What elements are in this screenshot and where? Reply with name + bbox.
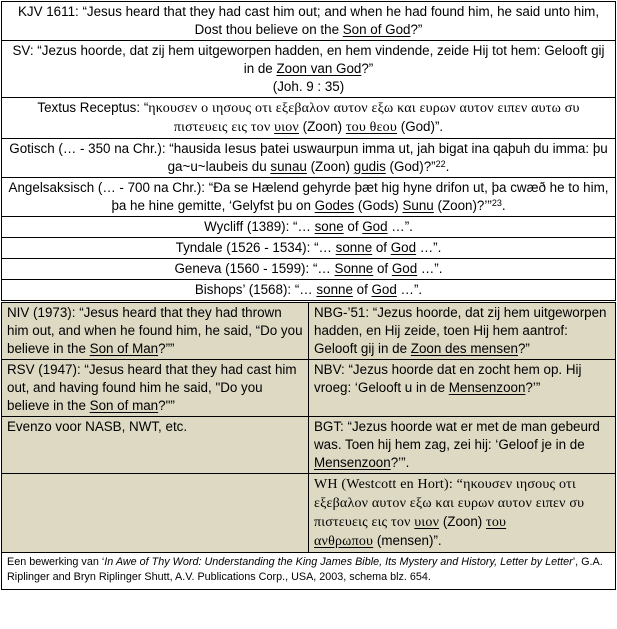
textus-receptus-row (2, 98, 616, 139)
angel-mid: (Gods) (354, 198, 403, 213)
tyndale-sonne: sonne (335, 240, 373, 255)
angel-sunu: Sunu (402, 198, 434, 213)
geneva-sonne: Sonne (334, 261, 374, 276)
rsv-son-of-man: Son of man (89, 398, 159, 413)
kjv-line1: KJV 1611: “Jesus heard that they had cast him out; and when he had found him, he said unto him, (17, 4, 600, 19)
source-cell (2, 553, 616, 590)
bgt-post: ?’”. (390, 455, 410, 470)
rsv-text: RSV (1947): “Jesus heard that they had cast him out, and having found him he said, "Do you believe in the (7, 362, 297, 413)
bgt-mensenzoon: Mensenzoon (314, 455, 391, 470)
gotisch-post: (God)?” (385, 159, 436, 174)
comparison-table-page (1, 1, 615, 590)
source-post: ’, G.A. Riplinger and Bryn Riplinger Shutt, A.V. Publications Corp., USA, 2003, schema blz. 654. (7, 556, 603, 583)
gotisch-line1: Gotisch (… - 350 na Chr.): “hausida Iesus þatei uswaurpun imma ut, jah bigat ina qaþuh du imma: þu (9, 141, 608, 156)
tyndale-row (2, 238, 616, 259)
angel-godes: Godes (314, 198, 355, 213)
gotisch-sunau: sunau (270, 159, 307, 174)
wh-greek: ηκουσεν ιησους οτι εξεβαλον αυτον εξω και ευρων αυτον ειπεν συ πιστευεις εις τον (314, 477, 585, 530)
evenzo-bgt-row (2, 417, 616, 474)
bishops-cell (2, 280, 616, 302)
angelsaksisch-cell (2, 178, 616, 217)
gotisch-gudis: gudis (353, 159, 386, 174)
translation-comparison-table (1, 1, 616, 590)
gotisch-row (2, 139, 616, 178)
geneva-post: …”. (417, 261, 443, 276)
sv-row (2, 41, 616, 98)
nbv-cell (309, 360, 616, 417)
textus-receptus-cell (2, 98, 616, 139)
angel-line1: Angelsaksisch (… - 700 na Chr.): “Ða se Hælend gehyrde þæt hig hyne drifon ut, þa cwæð he to him, (8, 180, 609, 195)
tr-greek-line2: πιστευεις εις τον (173, 120, 275, 135)
tyndale-mid: of (372, 240, 391, 255)
tr-god: (God)”. (397, 119, 444, 134)
empty-cell (2, 474, 309, 553)
sv-reference: (Joh. 9 : 35) (272, 79, 345, 94)
bishops-sonne: sonne (316, 282, 353, 297)
tr-huion: υιον (274, 120, 299, 135)
bgt-text: BGT: “Jezus hoorde wat er met de man gebeurd was. Toen hij hem zag, zei hij: ‘Geloof je in de (314, 419, 600, 452)
sv-line2-post: ?” (361, 61, 374, 76)
nbg-post: ?” (517, 341, 530, 356)
kjv-row (2, 2, 616, 41)
angel-line2-pre: þa he hine gemitte, ‘Gelyfst þu on (111, 198, 315, 213)
gotisch-mid: (Zoon) (306, 159, 354, 174)
niv-text: NIV (1973): “Jesus heard that they had thrown him out, and when he found him, he said, “Do you believe in the (7, 305, 303, 356)
tyndale-pre: Tyndale (1526 - 1534): “… (175, 240, 336, 255)
geneva-god: God (391, 261, 418, 276)
niv-son-of-man: Son of Man (89, 341, 159, 356)
wycliff-pre: Wycliff (1389): “… (204, 219, 315, 234)
wycliff-cell (2, 217, 616, 238)
niv-cell (2, 302, 309, 360)
angel-end: . (501, 198, 506, 213)
evenzo-text: Evenzo voor NASB, NWT, etc. (7, 419, 188, 434)
wycliff-row (2, 217, 616, 238)
gotisch-line2-pre: ga~u~laubeis du (167, 159, 271, 174)
rsv-nbv-row (2, 360, 616, 417)
niv-nbg-row (2, 302, 616, 360)
source-title: In Awe of Thy Word: Understanding the King James Bible, Its Mystery and History, Letter by Letter (104, 556, 573, 568)
rsv-post: ?"” (158, 398, 175, 413)
bishops-row (2, 280, 616, 302)
geneva-row (2, 259, 616, 280)
kjv-son-of-god: Son of God (342, 22, 411, 37)
wycliff-god: God (362, 219, 388, 234)
bgt-cell (309, 417, 616, 474)
angelsaksisch-row (2, 178, 616, 217)
bishops-mid: of (352, 282, 372, 297)
sv-line1: SV: “Jezus hoorde, dat zij hem uitgeworpen hadden, en hem vindende, zeide Hij tot hem: Gelooft gij (12, 43, 605, 58)
wh-tou: του (486, 515, 507, 530)
tr-tou-theou: του θεου (345, 120, 398, 135)
tyndale-post: …”. (416, 240, 442, 255)
footnote-22: 22 (435, 159, 446, 169)
tr-label: Textus Receptus: “ (37, 100, 149, 115)
evenzo-cell (2, 417, 309, 474)
gotisch-end: . (445, 159, 450, 174)
nbg-zoon-des-mensen: Zoon des mensen (410, 341, 518, 356)
rsv-cell (2, 360, 309, 417)
wh-huion: υιον (414, 515, 440, 530)
wh-zoon: (Zoon) (439, 514, 486, 529)
footnote-23: 23 (491, 198, 502, 208)
nbg-cell (309, 302, 616, 360)
sv-cell (2, 41, 616, 98)
bishops-pre: Bishops’ (1568): “… (194, 282, 317, 297)
wh-label: WH (Westcott en Hort): “ (314, 477, 464, 492)
wh-mensen: (mensen)”. (373, 533, 442, 548)
niv-post: ?”” (158, 341, 175, 356)
wycliff-post: …”. (387, 219, 413, 234)
wycliff-sone: sone (314, 219, 344, 234)
geneva-mid: of (373, 261, 392, 276)
kjv-line2-pre: Dost thou believe on the (194, 22, 343, 37)
source-row (2, 553, 616, 590)
angel-post: (Zoon)?’” (433, 198, 492, 213)
nbv-mensenzoon: Mensenzoon (448, 380, 526, 395)
wh-row (2, 474, 616, 553)
tyndale-cell (2, 238, 616, 259)
geneva-cell (2, 259, 616, 280)
bishops-god: God (371, 282, 397, 297)
geneva-pre: Geneva (1560 - 1599): “… (174, 261, 335, 276)
sv-line2-pre: in de (243, 61, 277, 76)
kjv-line2-post: ?” (410, 22, 423, 37)
tr-zoon: (Zoon) (298, 119, 346, 134)
nbg-text: NBG-’51: “Jezus hoorde, dat zij hem uitgeworpen hadden, en Hij zeide, toen Hij hem aantrof: Gelooft gij in de (314, 305, 607, 356)
tyndale-god: God (390, 240, 417, 255)
wh-cell (309, 474, 616, 553)
source-pre: Een bewerking van ‘ (7, 556, 105, 568)
bishops-post: …”. (396, 282, 423, 297)
kjv-cell (2, 2, 616, 41)
wh-anthropou: ανθρωπου (314, 534, 374, 549)
gotisch-cell (2, 139, 616, 178)
sv-zoon-van-god: Zoon van God (276, 61, 362, 76)
wycliff-mid: of (343, 219, 363, 234)
nbv-post: ?’” (525, 380, 541, 395)
nbv-text: NBV: “Jezus hoorde dat en zocht hem op. Hij vroeg: ‘Gelooft u in de (314, 362, 582, 395)
tr-greek-line1: ηκουσεν ο ιησους οτι εξεβαλον αυτον εξω και ευρων αυτον ειπεν αυτω συ (148, 101, 580, 116)
